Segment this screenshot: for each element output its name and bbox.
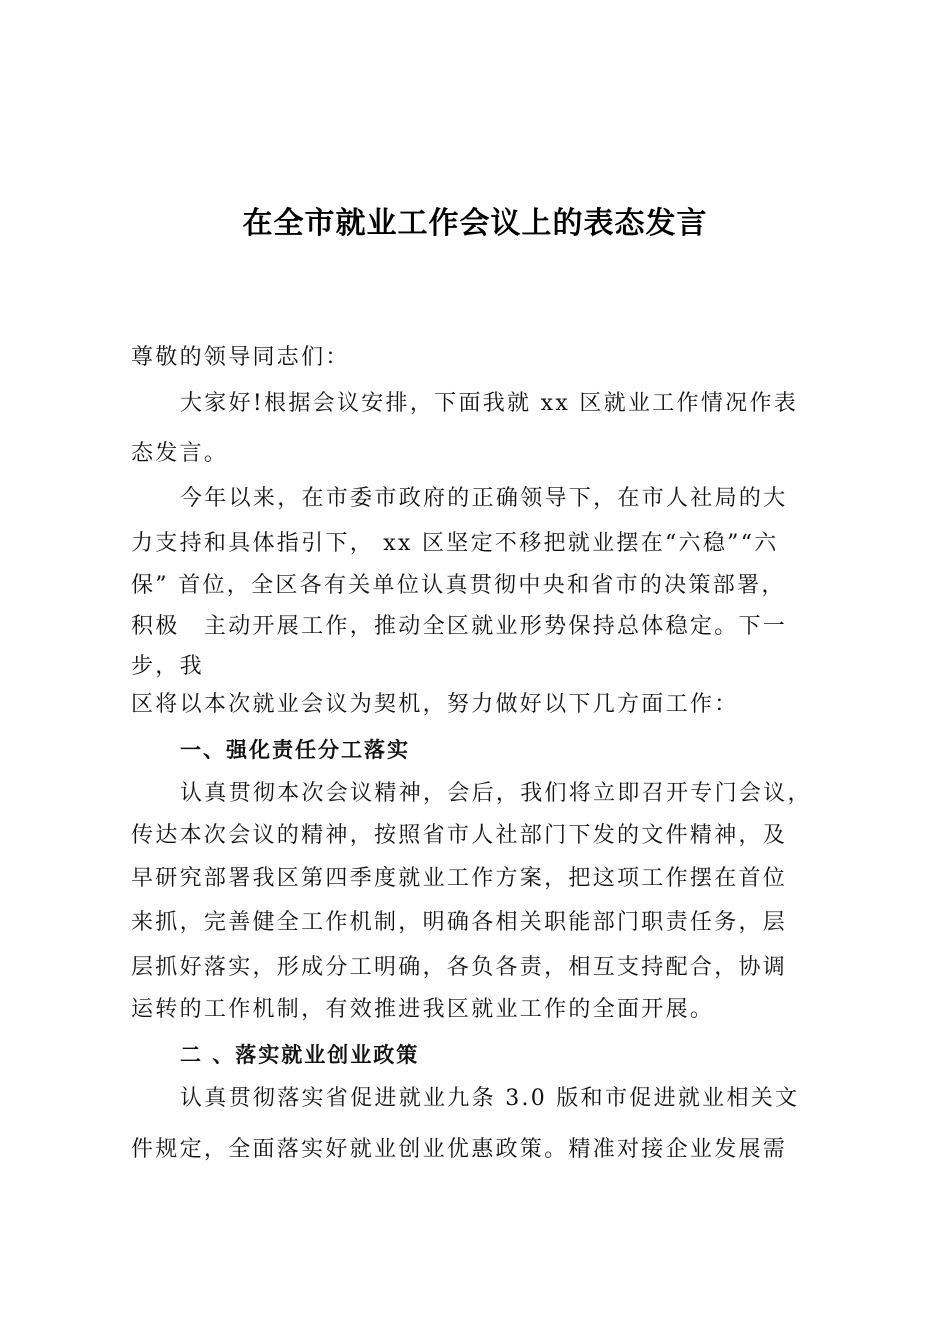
overview-line-1: 今年以来，在市委市政府的正确领导下，在市人社局的大 [180, 486, 788, 511]
section-1-line-2: 传达本次会议的精神，按照省市人社部门下发的文件精神，及 [131, 823, 788, 848]
intro-line-1: 大家好!根据会议安排，下面我就 xx 区就业工作情况作表 [180, 391, 799, 416]
overview-line-5: 步，我 [131, 654, 204, 679]
overview-line-2: 力支持和具体指引下， xx 区坚定不移把就业摆在“六稳”“六 [131, 531, 779, 556]
section-2-line-2: 件规定，全面落实好就业创业优惠政策。精准对接企业发展需 [131, 1137, 788, 1162]
document-title: 在全市就业工作会议上的表态发言 [242, 206, 708, 241]
overview-line-4: 积极 主动开展工作，推动全区就业形势保持总体稳定。下一 [131, 614, 788, 639]
intro-line-2: 态发言。 [131, 441, 229, 466]
section-2-heading: 二 、落实就业创业政策 [180, 1043, 420, 1067]
overview-line-6: 区将以本次就业会议为契机，努力做好以下几方面工作： [131, 692, 739, 717]
section-1-line-4: 来抓，完善健全工作机制，明确各相关职能部门职责任务，层 [131, 910, 788, 935]
section-1-heading: 一、强化责任分工落实 [180, 738, 410, 762]
overview-line-3: 保” 首位，全区各有关单位认真贯彻中央和省市的决策部署， [131, 573, 786, 598]
section-1-line-3: 早研究部署我区第四季度就业工作方案，把这项工作摆在首位 [131, 866, 788, 891]
section-2-line-1: 认真贯彻落实省促进就业九条 3.0 版和市促进就业相关文 [180, 1086, 800, 1111]
section-1-line-1: 认真贯彻本次会议精神，会后，我们将立即召开专门会议， [180, 781, 812, 806]
section-1-line-6: 运转的工作机制，有效推进我区就业工作的全面开展。 [131, 997, 715, 1022]
section-1-line-5: 层抓好落实，形成分工明确，各负各责，相互支持配合，协调 [131, 955, 788, 980]
salutation: 尊敬的领导同志们： [131, 345, 350, 370]
